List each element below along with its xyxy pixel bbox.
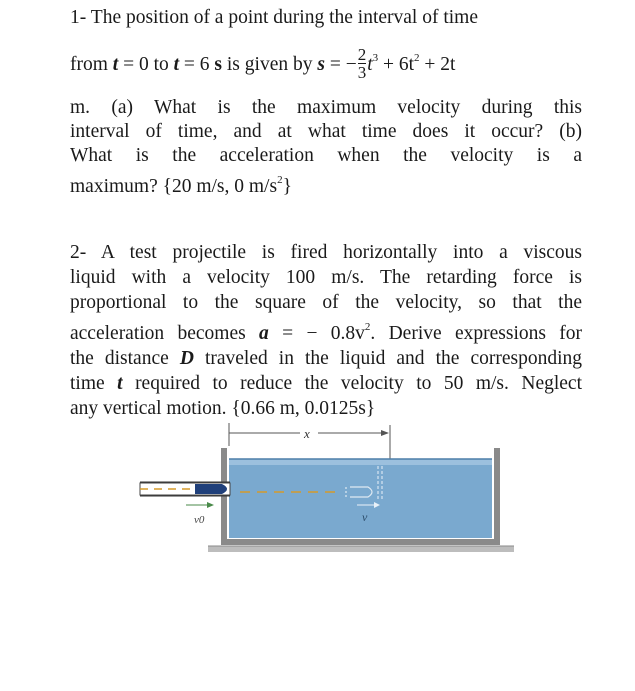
projectile (195, 484, 227, 494)
problem-2-line-3: proportional to the square of the velocity, so that the (70, 292, 582, 313)
problem-1-line-3: m. (a) What is the maximum velocity during this (70, 97, 582, 118)
problem-1-number: 1- (70, 7, 87, 28)
problem-2-line-4: acceleration becomes a = − $0.8v^2$. Derive expressions for (70, 321, 583, 344)
x-label: x (304, 426, 310, 441)
problem-1-line-1: The position of a point during the interval of time (90, 7, 478, 28)
v0-label: v0 (194, 514, 205, 526)
problem-2-line-5: the distance D traveled in the liquid and the corresponding (70, 348, 583, 369)
problem-1-line-6: maximum? {20 m/s, 0 $m/s^2$} (70, 174, 292, 197)
liquid-tank (208, 448, 514, 552)
fraction-two-thirds: $\frac{2}{3}$ (357, 45, 367, 82)
problem-2-line-7: any vertical motion. {0.66 m, 0.0125s} (70, 398, 376, 419)
problem-2-line-1: 2- A test projectile is fired horizontally into a viscous (70, 242, 582, 263)
problem-2-line-6: time t required to reduce the velocity to 50 m/s. Neglect (70, 373, 583, 394)
v0-arrow (186, 502, 214, 526)
problem-1-line-5: What is the acceleration when the velocity is a (70, 145, 582, 166)
problem-2-line-2: liquid with a velocity 100 m/s. The retarding force is (70, 267, 582, 288)
problem-1-line-4: interval of time, and at what time does it occur? (b) (70, 121, 582, 142)
problem-1-equation-line: from t = 0 to t = 6 s is given by s = − $\frac{2}{3}$ $t^3 + 6t^2 + 2t$ (70, 45, 456, 82)
v-label: v (362, 510, 368, 524)
